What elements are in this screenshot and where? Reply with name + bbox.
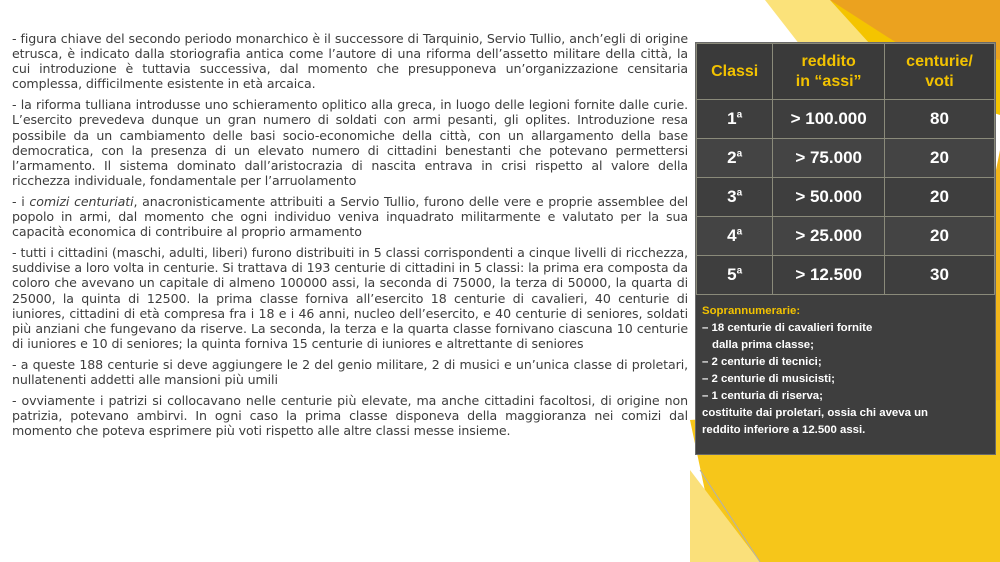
body-text [12,31,688,444]
paragraph-riforma: - la riforma tulliana introdusse uno schieramento oplitico alla greca, in luogo delle legioni fornite dalle curie. L’esercito prevedeva dunque un gran numero di soldati con armi pesanti, gli oplites. Introduzione resa possibile da un cambiamento delle basi socio-economiche della città, con un allargamento della base democratica, con la presenza di un elevato numero di cittadini benestanti che potevano permettersi l’armamento. Il sistema dominato dall’aristocrazia di nascita entrava in crisi rispetto al valore della ricchezza individuale, fondamentale per l’arruolamento [12,97,688,188]
header-reddito: reddito in “assi” [773,44,885,100]
cell-reddito: > 12.500 [773,256,885,295]
sopra-item: – 18 centurie di cavalieri fornite [702,322,873,334]
sopra-item: reddito inferiore a 12.500 assi. [702,424,866,436]
table-row [697,256,995,295]
paragraph-comizi-pre: - i [12,193,30,209]
paragraph-successore: - figura chiave del secondo periodo monarchico è il successore di Tarquinio, Servio Tullio, anch’egli di origine etrusca, è indicato dalla storiografia antica come l’autore di una riforma dell’assetto militare della città, la cui introduzione è tuttavia successiva, dal momento che presupponeva un’organizzazione censitaria complessa, difficilmente esistente in età arcaica. [12,31,688,92]
sopra-item: costituite dai proletari, ossia chi aveva un [702,407,928,419]
sopra-item: – 2 centurie di musicisti; [702,373,835,385]
header-centurie-voti: centurie/ voti [885,44,995,100]
classi-table-panel [696,43,995,454]
table-row [697,139,995,178]
comizi-centuriati-term: comizi centuriati [29,193,134,209]
soprannumerarie-box [696,295,995,439]
table-header-row [697,44,995,100]
table-row [697,217,995,256]
cell-voti: 20 [885,217,995,256]
cell-reddito: > 75.000 [773,139,885,178]
paragraph-188-centurie: - a queste 188 centurie si deve aggiungere le 2 del genio militare, 2 di musici e un’unica classe di proletari, nullatenenti addetti alle mansioni più umili [12,356,688,387]
paragraph-comizi-post: , anacronisticamente attribuiti a Servio Tullio, furono delle vere e proprie assemblee del popolo in armi, dal momento che ogni individuo veniva inquadrato militarmente e valutato per la sua capacità economica di contribuire al proprio armamento [12,193,689,240]
header-classi: Classi [697,44,773,100]
paragraph-classi: - tutti i cittadini (maschi, adulti, liberi) furono distribuiti in 5 classi corrispondenti a cinque livelli di ricchezza, suddivise a loro volta in centurie. Si trattava di 193 centurie di cittadini in 5 classi: la prima era composta da coloro che avevano un capitale di almeno 100000 assi, la seconda di 75000, la terza di 50000, la quarta di 25000, la quinta di 12500. la prima classe forniva all’esercito 18 centurie di cavalieri, 40 centurie di iuniores, cittadini di età compresa fra i 18 e i 46 anni, nucleo dell’esercito, e 40 centurie di seniores, soldati più anziani che fungevano da riserve. La seconda, la terza e la quarta classe fornivano ciascuna 10 centurie di iuniores e 10 di seniores; la quinta forniva 15 centurie di iuniores e altrettante di seniores [12,245,688,351]
cell-classe: 2$^a$ [697,139,773,178]
cell-reddito: > 50.000 [773,178,885,217]
cell-voti: 80 [885,100,995,139]
cell-reddito: > 25.000 [773,217,885,256]
table-row [697,100,995,139]
cell-classe: 5$^a$ [697,256,773,295]
paragraph-comizi [12,194,688,239]
cell-classe: 3$^a$ [697,178,773,217]
soprannumerarie-title: Soprannumerarie: [702,305,801,317]
paragraph-patrizi: - ovviamente i patrizi si collocavano nelle centurie più elevate, ma anche cittadini facoltosi, di origine non patrizia, potevano ambirvi. In ogni caso la prima classe disponeva della maggioranza nei comizi dal momento che poteva esprimere più voti rispetto alle altre classi messe insieme. [12,393,688,439]
cell-classe: 1$^a$ [697,100,773,139]
table-row [697,178,995,217]
cell-voti: 20 [885,178,995,217]
sopra-item: – 1 centuria di riserva; [702,390,823,402]
sopra-item: dalla prima classe; [712,339,814,351]
cell-classe: 4$^a$ [697,217,773,256]
cell-voti: 30 [885,256,995,295]
cell-reddito: > 100.000 [773,100,885,139]
sopra-item: – 2 centurie di tecnici; [702,356,822,368]
classi-table [696,43,995,295]
cell-voti: 20 [885,139,995,178]
